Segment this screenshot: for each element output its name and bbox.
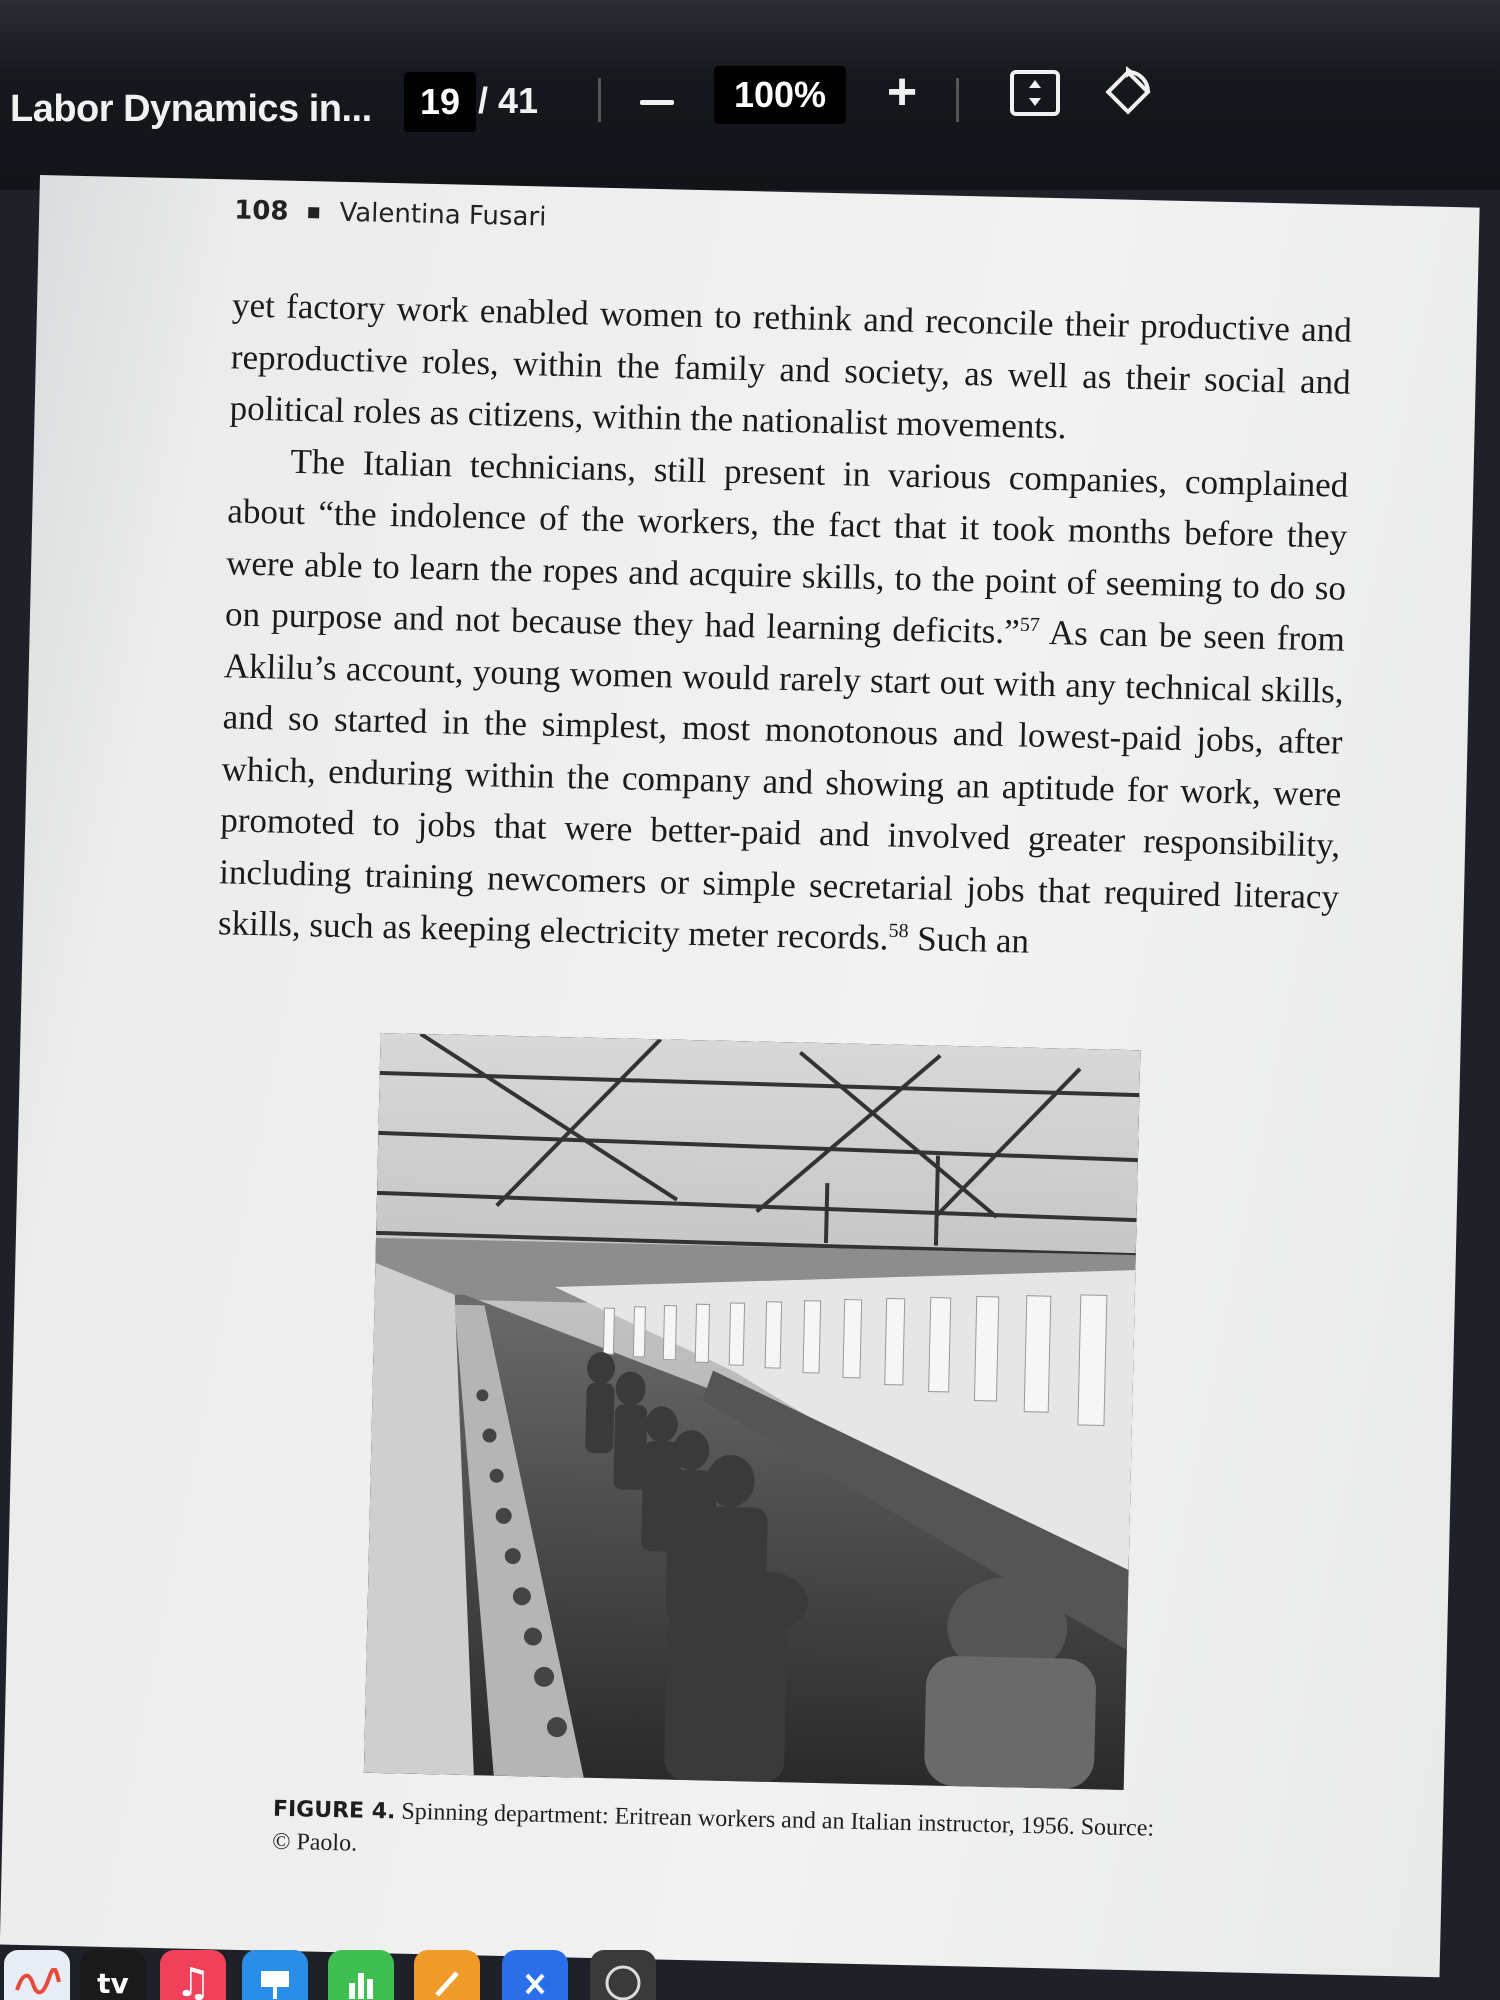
minus-icon	[640, 100, 674, 105]
figure-photo	[364, 1033, 1141, 1790]
footnote-ref[interactable]: 57	[1019, 613, 1041, 637]
zoom-level-input[interactable]: 100%	[714, 66, 846, 124]
footnote-ref[interactable]: 58	[888, 919, 909, 943]
figure-label: FIGURE 4.	[272, 1796, 396, 1825]
dock	[0, 1920, 780, 2000]
keynote-icon[interactable]	[242, 1950, 308, 2000]
toolbar-divider	[598, 78, 601, 122]
author-name: Valentina Fusari	[339, 197, 547, 233]
paragraph-text: The Italian technicians, still present in various companies, complained about “the indolence of the workers, the fact that it took months before they were able to learn the ropes and acquire skills, to the point of seeming to do so on purpose and not because they had learning deficits.”	[224, 441, 1349, 652]
pdf-toolbar	[0, 0, 1500, 190]
square-bullet-icon	[308, 207, 319, 218]
rotate-icon[interactable]	[1100, 64, 1156, 120]
numbers-icon[interactable]	[328, 1950, 394, 2000]
total-pages-label: / 41	[478, 80, 539, 121]
current-page-input[interactable]: 19	[404, 72, 476, 132]
document-title: Labor Dynamics in...	[10, 88, 372, 130]
zoom-in-button[interactable]: +	[886, 63, 918, 121]
paragraph	[217, 434, 1348, 974]
toolbar-divider	[956, 78, 959, 122]
pdf-page	[0, 175, 1480, 1977]
body-text	[217, 279, 1352, 974]
paragraph: yet factory work enabled women to rethink and reconcile their productive and reproductive roles, within the family and society, as well as their social and political roles as citizens, within the nationalist movements.	[229, 285, 1353, 447]
paragraph-text: As can be seen from Aklilu’s account, young women would rarely start out with any technical skills, and so started in the simplest, most monotonous and lowest-paid jobs, after which, enduring within the company and showing an aptitude for work, were promoted to jobs that were better-paid and involved greater responsibility, including training newcomers or simple secretarial jobs that required literacy skills, such as keeping electricity meter records.	[217, 612, 1346, 958]
pages-icon[interactable]	[414, 1950, 480, 2000]
xcode-icon[interactable]	[502, 1950, 568, 2000]
running-head	[234, 195, 547, 232]
zoom-out-button[interactable]	[636, 82, 678, 122]
caption-text: Spinning department: Eritrean workers and an Italian instructor, 1956. Source: © Paolo.	[271, 1798, 1155, 1857]
apple-tv-label: tv	[97, 1966, 129, 2000]
app-icon[interactable]	[590, 1950, 656, 2000]
paragraph-text: Such an	[908, 918, 1030, 961]
music-label: ♫	[175, 1960, 211, 2000]
music-icon[interactable]	[160, 1950, 226, 2000]
page-number: 108	[233, 195, 289, 227]
figure-caption	[272, 1793, 1173, 1878]
freeform-icon[interactable]	[4, 1950, 70, 2000]
fit-page-icon[interactable]	[1010, 70, 1060, 116]
apple-tv-icon[interactable]	[80, 1950, 146, 2000]
